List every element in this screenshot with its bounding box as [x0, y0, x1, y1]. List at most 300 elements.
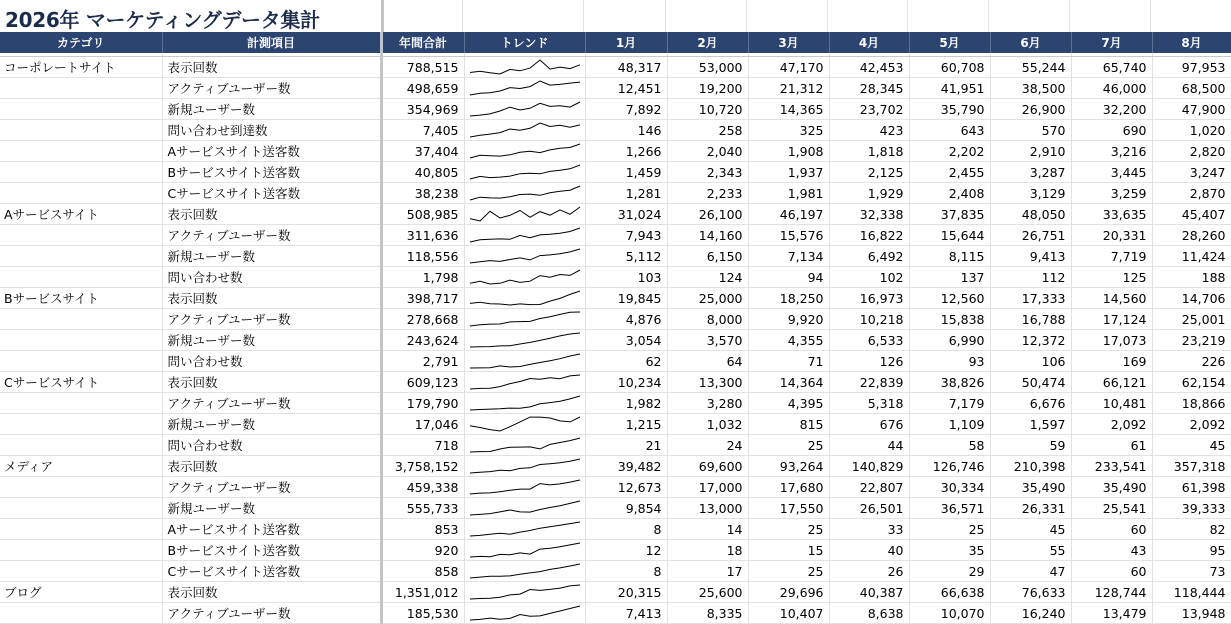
- month-value-cell[interactable]: 41,951: [909, 78, 990, 99]
- month-value-cell[interactable]: 61,398: [1152, 477, 1231, 498]
- month-value-cell[interactable]: 1,982: [585, 393, 667, 414]
- trend-cell[interactable]: [464, 57, 585, 78]
- month-value-cell[interactable]: 20,331: [1071, 225, 1152, 246]
- month-value-cell[interactable]: 2,125: [829, 162, 909, 183]
- month-value-cell[interactable]: 39,333: [1152, 498, 1231, 519]
- metric-cell[interactable]: Aサービスサイト送客数: [162, 141, 381, 162]
- category-cell[interactable]: [0, 267, 162, 288]
- month-value-cell[interactable]: 26,331: [990, 498, 1071, 519]
- month-value-cell[interactable]: 30,334: [909, 477, 990, 498]
- month-value-cell[interactable]: 26,900: [990, 99, 1071, 120]
- header-metric[interactable]: 計測項目: [162, 32, 381, 53]
- month-value-cell[interactable]: 1,032: [667, 414, 748, 435]
- month-value-cell[interactable]: 188: [1152, 267, 1231, 288]
- month-value-cell[interactable]: 8,335: [667, 603, 748, 624]
- month-value-cell[interactable]: 8,638: [829, 603, 909, 624]
- month-value-cell[interactable]: 2,455: [909, 162, 990, 183]
- trend-cell[interactable]: [464, 435, 585, 456]
- month-value-cell[interactable]: 9,920: [748, 309, 829, 330]
- metric-cell[interactable]: 問い合わせ数: [162, 435, 381, 456]
- month-value-cell[interactable]: 16,973: [829, 288, 909, 309]
- metric-cell[interactable]: 表示回数: [162, 456, 381, 477]
- metric-cell[interactable]: アクティブユーザー数: [162, 477, 381, 498]
- month-value-cell[interactable]: 35,490: [990, 477, 1071, 498]
- month-value-cell[interactable]: 1,597: [990, 414, 1071, 435]
- month-value-cell[interactable]: 690: [1071, 120, 1152, 141]
- trend-cell[interactable]: [464, 204, 585, 225]
- month-value-cell[interactable]: 5,318: [829, 393, 909, 414]
- month-value-cell[interactable]: 32,338: [829, 204, 909, 225]
- month-value-cell[interactable]: 69,600: [667, 456, 748, 477]
- metric-cell[interactable]: Cサービスサイト送客数: [162, 561, 381, 582]
- month-value-cell[interactable]: 3,054: [585, 330, 667, 351]
- total-cell[interactable]: 38,238: [381, 183, 464, 204]
- category-cell[interactable]: [0, 540, 162, 561]
- total-cell[interactable]: 858: [381, 561, 464, 582]
- month-value-cell[interactable]: 2,202: [909, 141, 990, 162]
- month-value-cell[interactable]: 16,240: [990, 603, 1071, 624]
- month-value-cell[interactable]: 66,638: [909, 582, 990, 603]
- month-value-cell[interactable]: 10,720: [667, 99, 748, 120]
- total-cell[interactable]: 118,556: [381, 246, 464, 267]
- month-value-cell[interactable]: 46,000: [1071, 78, 1152, 99]
- category-cell[interactable]: Aサービスサイト: [0, 204, 162, 225]
- month-value-cell[interactable]: 6,533: [829, 330, 909, 351]
- trend-cell[interactable]: [464, 582, 585, 603]
- category-cell[interactable]: [0, 561, 162, 582]
- month-value-cell[interactable]: 43: [1071, 540, 1152, 561]
- header-month[interactable]: 1月: [585, 32, 667, 53]
- month-value-cell[interactable]: 3,445: [1071, 162, 1152, 183]
- trend-cell[interactable]: [464, 162, 585, 183]
- header-month[interactable]: 5月: [909, 32, 990, 53]
- month-value-cell[interactable]: 17,680: [748, 477, 829, 498]
- month-value-cell[interactable]: 3,216: [1071, 141, 1152, 162]
- month-value-cell[interactable]: 40: [829, 540, 909, 561]
- month-value-cell[interactable]: 32,200: [1071, 99, 1152, 120]
- month-value-cell[interactable]: 1,981: [748, 183, 829, 204]
- total-cell[interactable]: 1,351,012: [381, 582, 464, 603]
- month-value-cell[interactable]: 6,990: [909, 330, 990, 351]
- total-cell[interactable]: 508,985: [381, 204, 464, 225]
- month-value-cell[interactable]: 16,788: [990, 309, 1071, 330]
- month-value-cell[interactable]: 17,124: [1071, 309, 1152, 330]
- month-value-cell[interactable]: 226: [1152, 351, 1231, 372]
- month-value-cell[interactable]: 35: [909, 540, 990, 561]
- category-cell[interactable]: [0, 414, 162, 435]
- total-cell[interactable]: 609,123: [381, 372, 464, 393]
- month-value-cell[interactable]: 2,820: [1152, 141, 1231, 162]
- month-value-cell[interactable]: 45: [1152, 435, 1231, 456]
- month-value-cell[interactable]: 14,364: [748, 372, 829, 393]
- metric-cell[interactable]: アクティブユーザー数: [162, 309, 381, 330]
- category-cell[interactable]: [0, 393, 162, 414]
- month-value-cell[interactable]: 12,372: [990, 330, 1071, 351]
- metric-cell[interactable]: 表示回数: [162, 372, 381, 393]
- month-value-cell[interactable]: 47,170: [748, 57, 829, 78]
- month-value-cell[interactable]: 29,696: [748, 582, 829, 603]
- month-value-cell[interactable]: 14,160: [667, 225, 748, 246]
- month-value-cell[interactable]: 8: [585, 561, 667, 582]
- month-value-cell[interactable]: 26,100: [667, 204, 748, 225]
- total-cell[interactable]: 40,805: [381, 162, 464, 183]
- month-value-cell[interactable]: 10,407: [748, 603, 829, 624]
- trend-cell[interactable]: [464, 309, 585, 330]
- month-value-cell[interactable]: 7,179: [909, 393, 990, 414]
- month-value-cell[interactable]: 14,560: [1071, 288, 1152, 309]
- month-value-cell[interactable]: 1,818: [829, 141, 909, 162]
- category-cell[interactable]: [0, 330, 162, 351]
- month-value-cell[interactable]: 1,908: [748, 141, 829, 162]
- trend-cell[interactable]: [464, 414, 585, 435]
- month-value-cell[interactable]: 1,459: [585, 162, 667, 183]
- month-value-cell[interactable]: 14,706: [1152, 288, 1231, 309]
- month-value-cell[interactable]: 2,910: [990, 141, 1071, 162]
- month-value-cell[interactable]: 25: [748, 435, 829, 456]
- month-value-cell[interactable]: 19,200: [667, 78, 748, 99]
- month-value-cell[interactable]: 15,838: [909, 309, 990, 330]
- month-value-cell[interactable]: 35,490: [1071, 477, 1152, 498]
- month-value-cell[interactable]: 643: [909, 120, 990, 141]
- month-value-cell[interactable]: 61: [1071, 435, 1152, 456]
- month-value-cell[interactable]: 68,500: [1152, 78, 1231, 99]
- month-value-cell[interactable]: 25: [748, 561, 829, 582]
- category-cell[interactable]: [0, 498, 162, 519]
- month-value-cell[interactable]: 3,259: [1071, 183, 1152, 204]
- category-cell[interactable]: [0, 246, 162, 267]
- month-value-cell[interactable]: 815: [748, 414, 829, 435]
- month-value-cell[interactable]: 8,115: [909, 246, 990, 267]
- metric-cell[interactable]: アクティブユーザー数: [162, 603, 381, 624]
- metric-cell[interactable]: Bサービスサイト送客数: [162, 162, 381, 183]
- month-value-cell[interactable]: 11,424: [1152, 246, 1231, 267]
- month-value-cell[interactable]: 6,150: [667, 246, 748, 267]
- metric-cell[interactable]: 新規ユーザー数: [162, 498, 381, 519]
- month-value-cell[interactable]: 8: [585, 519, 667, 540]
- metric-cell[interactable]: アクティブユーザー数: [162, 78, 381, 99]
- metric-cell[interactable]: 新規ユーザー数: [162, 330, 381, 351]
- month-value-cell[interactable]: 13,479: [1071, 603, 1152, 624]
- month-value-cell[interactable]: 28,260: [1152, 225, 1231, 246]
- month-value-cell[interactable]: 14,365: [748, 99, 829, 120]
- month-value-cell[interactable]: 137: [909, 267, 990, 288]
- month-value-cell[interactable]: 28,345: [829, 78, 909, 99]
- month-value-cell[interactable]: 118,444: [1152, 582, 1231, 603]
- category-cell[interactable]: [0, 78, 162, 99]
- category-cell[interactable]: [0, 351, 162, 372]
- month-value-cell[interactable]: 9,413: [990, 246, 1071, 267]
- month-value-cell[interactable]: 125: [1071, 267, 1152, 288]
- trend-cell[interactable]: [464, 267, 585, 288]
- category-cell[interactable]: [0, 477, 162, 498]
- metric-cell[interactable]: Cサービスサイト送客数: [162, 183, 381, 204]
- header-category[interactable]: カテゴリ: [0, 32, 162, 53]
- month-value-cell[interactable]: 22,839: [829, 372, 909, 393]
- month-value-cell[interactable]: 6,492: [829, 246, 909, 267]
- month-value-cell[interactable]: 1,929: [829, 183, 909, 204]
- category-cell[interactable]: [0, 183, 162, 204]
- month-value-cell[interactable]: 15,644: [909, 225, 990, 246]
- category-cell[interactable]: ブログ: [0, 582, 162, 603]
- month-value-cell[interactable]: 14: [667, 519, 748, 540]
- trend-cell[interactable]: [464, 456, 585, 477]
- total-cell[interactable]: 354,969: [381, 99, 464, 120]
- month-value-cell[interactable]: 7,943: [585, 225, 667, 246]
- month-value-cell[interactable]: 102: [829, 267, 909, 288]
- month-value-cell[interactable]: 7,892: [585, 99, 667, 120]
- month-value-cell[interactable]: 2,233: [667, 183, 748, 204]
- category-cell[interactable]: [0, 162, 162, 183]
- month-value-cell[interactable]: 3,280: [667, 393, 748, 414]
- month-value-cell[interactable]: 126,746: [909, 456, 990, 477]
- month-value-cell[interactable]: 7,413: [585, 603, 667, 624]
- month-value-cell[interactable]: 45: [990, 519, 1071, 540]
- metric-cell[interactable]: Aサービスサイト送客数: [162, 519, 381, 540]
- month-value-cell[interactable]: 1,215: [585, 414, 667, 435]
- trend-cell[interactable]: [464, 246, 585, 267]
- category-cell[interactable]: [0, 120, 162, 141]
- header-month[interactable]: 3月: [748, 32, 829, 53]
- metric-cell[interactable]: アクティブユーザー数: [162, 393, 381, 414]
- total-cell[interactable]: 555,733: [381, 498, 464, 519]
- month-value-cell[interactable]: 25: [909, 519, 990, 540]
- month-value-cell[interactable]: 36,571: [909, 498, 990, 519]
- metric-cell[interactable]: 表示回数: [162, 288, 381, 309]
- month-value-cell[interactable]: 2,092: [1152, 414, 1231, 435]
- month-value-cell[interactable]: 103: [585, 267, 667, 288]
- trend-cell[interactable]: [464, 351, 585, 372]
- trend-cell[interactable]: [464, 393, 585, 414]
- month-value-cell[interactable]: 17,073: [1071, 330, 1152, 351]
- month-value-cell[interactable]: 18,866: [1152, 393, 1231, 414]
- month-value-cell[interactable]: 124: [667, 267, 748, 288]
- month-value-cell[interactable]: 47: [990, 561, 1071, 582]
- month-value-cell[interactable]: 676: [829, 414, 909, 435]
- month-value-cell[interactable]: 7,134: [748, 246, 829, 267]
- total-cell[interactable]: 17,046: [381, 414, 464, 435]
- month-value-cell[interactable]: 58: [909, 435, 990, 456]
- month-value-cell[interactable]: 4,876: [585, 309, 667, 330]
- header-total[interactable]: 年間合計: [381, 32, 464, 53]
- month-value-cell[interactable]: 3,287: [990, 162, 1071, 183]
- month-value-cell[interactable]: 25,000: [667, 288, 748, 309]
- month-value-cell[interactable]: 60: [1071, 561, 1152, 582]
- month-value-cell[interactable]: 3,247: [1152, 162, 1231, 183]
- trend-cell[interactable]: [464, 141, 585, 162]
- month-value-cell[interactable]: 106: [990, 351, 1071, 372]
- month-value-cell[interactable]: 1,266: [585, 141, 667, 162]
- month-value-cell[interactable]: 13,948: [1152, 603, 1231, 624]
- month-value-cell[interactable]: 18: [667, 540, 748, 561]
- category-cell[interactable]: [0, 141, 162, 162]
- trend-cell[interactable]: [464, 183, 585, 204]
- month-value-cell[interactable]: 55,244: [990, 57, 1071, 78]
- month-value-cell[interactable]: 50,474: [990, 372, 1071, 393]
- month-value-cell[interactable]: 140,829: [829, 456, 909, 477]
- month-value-cell[interactable]: 3,570: [667, 330, 748, 351]
- month-value-cell[interactable]: 31,024: [585, 204, 667, 225]
- trend-cell[interactable]: [464, 519, 585, 540]
- month-value-cell[interactable]: 22,807: [829, 477, 909, 498]
- month-value-cell[interactable]: 25,600: [667, 582, 748, 603]
- trend-cell[interactable]: [464, 561, 585, 582]
- month-value-cell[interactable]: 12,560: [909, 288, 990, 309]
- month-value-cell[interactable]: 1,937: [748, 162, 829, 183]
- month-value-cell[interactable]: 15,576: [748, 225, 829, 246]
- metric-cell[interactable]: 新規ユーザー数: [162, 99, 381, 120]
- month-value-cell[interactable]: 10,070: [909, 603, 990, 624]
- month-value-cell[interactable]: 7,719: [1071, 246, 1152, 267]
- month-value-cell[interactable]: 73: [1152, 561, 1231, 582]
- month-value-cell[interactable]: 38,500: [990, 78, 1071, 99]
- month-value-cell[interactable]: 25,541: [1071, 498, 1152, 519]
- category-cell[interactable]: [0, 225, 162, 246]
- month-value-cell[interactable]: 357,318: [1152, 456, 1231, 477]
- month-value-cell[interactable]: 12,673: [585, 477, 667, 498]
- month-value-cell[interactable]: 64: [667, 351, 748, 372]
- total-cell[interactable]: 853: [381, 519, 464, 540]
- total-cell[interactable]: 920: [381, 540, 464, 561]
- metric-cell[interactable]: Bサービスサイト送客数: [162, 540, 381, 561]
- trend-cell[interactable]: [464, 78, 585, 99]
- month-value-cell[interactable]: 62,154: [1152, 372, 1231, 393]
- total-cell[interactable]: 179,790: [381, 393, 464, 414]
- month-value-cell[interactable]: 26,751: [990, 225, 1071, 246]
- month-value-cell[interactable]: 2,343: [667, 162, 748, 183]
- header-month[interactable]: 6月: [990, 32, 1071, 53]
- month-value-cell[interactable]: 4,395: [748, 393, 829, 414]
- month-value-cell[interactable]: 2,040: [667, 141, 748, 162]
- category-cell[interactable]: [0, 603, 162, 624]
- total-cell[interactable]: 459,338: [381, 477, 464, 498]
- trend-cell[interactable]: [464, 99, 585, 120]
- total-cell[interactable]: 185,530: [381, 603, 464, 624]
- metric-cell[interactable]: 新規ユーザー数: [162, 246, 381, 267]
- metric-cell[interactable]: アクティブユーザー数: [162, 225, 381, 246]
- trend-cell[interactable]: [464, 330, 585, 351]
- metric-cell[interactable]: 問い合わせ数: [162, 267, 381, 288]
- category-cell[interactable]: Cサービスサイト: [0, 372, 162, 393]
- month-value-cell[interactable]: 21,312: [748, 78, 829, 99]
- total-cell[interactable]: 7,405: [381, 120, 464, 141]
- month-value-cell[interactable]: 19,845: [585, 288, 667, 309]
- month-value-cell[interactable]: 95: [1152, 540, 1231, 561]
- month-value-cell[interactable]: 23,702: [829, 99, 909, 120]
- trend-cell[interactable]: [464, 288, 585, 309]
- month-value-cell[interactable]: 33,635: [1071, 204, 1152, 225]
- month-value-cell[interactable]: 13,000: [667, 498, 748, 519]
- month-value-cell[interactable]: 10,234: [585, 372, 667, 393]
- trend-cell[interactable]: [464, 603, 585, 624]
- month-value-cell[interactable]: 210,398: [990, 456, 1071, 477]
- month-value-cell[interactable]: 24: [667, 435, 748, 456]
- month-value-cell[interactable]: 42,453: [829, 57, 909, 78]
- header-month[interactable]: 4月: [829, 32, 909, 53]
- month-value-cell[interactable]: 38,826: [909, 372, 990, 393]
- month-value-cell[interactable]: 570: [990, 120, 1071, 141]
- total-cell[interactable]: 278,668: [381, 309, 464, 330]
- month-value-cell[interactable]: 17,550: [748, 498, 829, 519]
- month-value-cell[interactable]: 2,092: [1071, 414, 1152, 435]
- total-cell[interactable]: 311,636: [381, 225, 464, 246]
- trend-cell[interactable]: [464, 498, 585, 519]
- month-value-cell[interactable]: 13,300: [667, 372, 748, 393]
- total-cell[interactable]: 37,404: [381, 141, 464, 162]
- month-value-cell[interactable]: 76,633: [990, 582, 1071, 603]
- month-value-cell[interactable]: 12: [585, 540, 667, 561]
- month-value-cell[interactable]: 325: [748, 120, 829, 141]
- header-trend[interactable]: トレンド: [464, 32, 585, 53]
- month-value-cell[interactable]: 10,218: [829, 309, 909, 330]
- month-value-cell[interactable]: 26: [829, 561, 909, 582]
- trend-cell[interactable]: [464, 372, 585, 393]
- trend-cell[interactable]: [464, 540, 585, 561]
- month-value-cell[interactable]: 47,900: [1152, 99, 1231, 120]
- category-cell[interactable]: コーポレートサイト: [0, 57, 162, 78]
- category-cell[interactable]: [0, 519, 162, 540]
- metric-cell[interactable]: 表示回数: [162, 204, 381, 225]
- total-cell[interactable]: 1,798: [381, 267, 464, 288]
- month-value-cell[interactable]: 12,451: [585, 78, 667, 99]
- month-value-cell[interactable]: 5,112: [585, 246, 667, 267]
- month-value-cell[interactable]: 126: [829, 351, 909, 372]
- month-value-cell[interactable]: 128,744: [1071, 582, 1152, 603]
- month-value-cell[interactable]: 2,870: [1152, 183, 1231, 204]
- month-value-cell[interactable]: 35,790: [909, 99, 990, 120]
- month-value-cell[interactable]: 25,001: [1152, 309, 1231, 330]
- month-value-cell[interactable]: 40,387: [829, 582, 909, 603]
- month-value-cell[interactable]: 37,835: [909, 204, 990, 225]
- month-value-cell[interactable]: 94: [748, 267, 829, 288]
- month-value-cell[interactable]: 55: [990, 540, 1071, 561]
- month-value-cell[interactable]: 82: [1152, 519, 1231, 540]
- month-value-cell[interactable]: 18,250: [748, 288, 829, 309]
- month-value-cell[interactable]: 62: [585, 351, 667, 372]
- month-value-cell[interactable]: 15: [748, 540, 829, 561]
- category-cell[interactable]: [0, 435, 162, 456]
- total-cell[interactable]: 718: [381, 435, 464, 456]
- month-value-cell[interactable]: 25: [748, 519, 829, 540]
- month-value-cell[interactable]: 93,264: [748, 456, 829, 477]
- month-value-cell[interactable]: 48,317: [585, 57, 667, 78]
- month-value-cell[interactable]: 66,121: [1071, 372, 1152, 393]
- month-value-cell[interactable]: 17: [667, 561, 748, 582]
- month-value-cell[interactable]: 23,219: [1152, 330, 1231, 351]
- total-cell[interactable]: 2,791: [381, 351, 464, 372]
- category-cell[interactable]: [0, 99, 162, 120]
- month-value-cell[interactable]: 169: [1071, 351, 1152, 372]
- month-value-cell[interactable]: 48,050: [990, 204, 1071, 225]
- month-value-cell[interactable]: 46,197: [748, 204, 829, 225]
- total-cell[interactable]: 243,624: [381, 330, 464, 351]
- category-cell[interactable]: メディア: [0, 456, 162, 477]
- metric-cell[interactable]: 新規ユーザー数: [162, 414, 381, 435]
- month-value-cell[interactable]: 6,676: [990, 393, 1071, 414]
- total-cell[interactable]: 398,717: [381, 288, 464, 309]
- month-value-cell[interactable]: 59: [990, 435, 1071, 456]
- metric-cell[interactable]: 問い合わせ数: [162, 351, 381, 372]
- month-value-cell[interactable]: 71: [748, 351, 829, 372]
- month-value-cell[interactable]: 1,281: [585, 183, 667, 204]
- month-value-cell[interactable]: 112: [990, 267, 1071, 288]
- month-value-cell[interactable]: 20,315: [585, 582, 667, 603]
- month-value-cell[interactable]: 1,109: [909, 414, 990, 435]
- month-value-cell[interactable]: 65,740: [1071, 57, 1152, 78]
- month-value-cell[interactable]: 2,408: [909, 183, 990, 204]
- month-value-cell[interactable]: 53,000: [667, 57, 748, 78]
- month-value-cell[interactable]: 16,822: [829, 225, 909, 246]
- month-value-cell[interactable]: 60: [1071, 519, 1152, 540]
